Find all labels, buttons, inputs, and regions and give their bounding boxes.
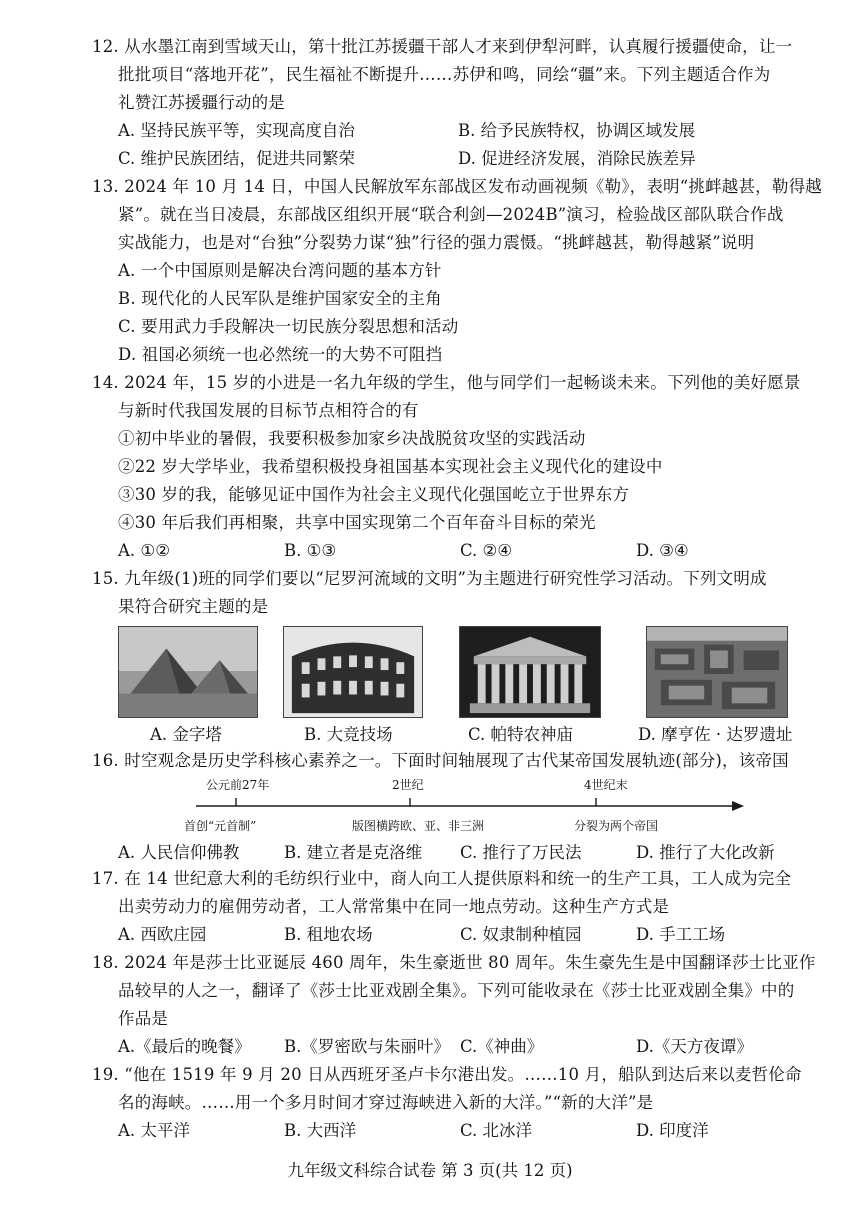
q16-option-c: C. 推行了万民法 <box>460 843 582 862</box>
q19-option-a: A. 太平洋 <box>118 1121 190 1140</box>
q12-stem-line-3: 礼赞江苏援疆行动的是 <box>118 93 285 112</box>
timeline-top-label-2: 2世纪 <box>392 778 424 792</box>
q17-stem-line-2: 出卖劳动力的雇佣劳动者，工人常常集中在同一地点劳动。这种生产方式是 <box>118 897 670 916</box>
q13-stem-line-3: 实战能力，也是对“台独”分裂势力谋“独”行径的强力震慑。“挑衅越甚，勒得越紧”说明 <box>118 233 755 252</box>
q12-stem-line-1: 12. 从水墨江南到雪域天山，第十批江苏援疆干部人才来到伊犁河畔，认真履行援疆使命，让一 <box>92 37 793 56</box>
q15-option-c: C. 帕特农神庙 <box>468 725 574 744</box>
page-footer: 九年级文科综合试卷 第 3 页(共 12 页) <box>287 1161 573 1180</box>
q17-option-c: C. 奴隶制种植园 <box>460 925 582 944</box>
timeline-top-label-3: 4世纪末 <box>584 778 628 792</box>
q13-option-a: A. 一个中国原则是解决台湾问题的基本方针 <box>118 261 442 280</box>
q14-item-4: ④30 年后我们再相聚，共享中国实现第二个百年奋斗目标的荣光 <box>118 513 596 532</box>
q15-stem-line-1: 15. 九年级(1)班的同学们要以“尼罗河流域的文明”为主题进行研究性学习活动。下列文明成 <box>92 569 767 588</box>
q15-option-b: B. 大竞技场 <box>304 725 393 744</box>
q18-option-b: B.《罗密欧与朱丽叶》 <box>284 1037 450 1056</box>
q18-option-c: C.《神曲》 <box>460 1037 544 1056</box>
q17-option-a: A. 西欧庄园 <box>118 925 207 944</box>
q15-option-d: D. 摩亨佐 · 达罗遗址 <box>638 725 793 744</box>
q12-option-d: D. 促进经济发展，消除民族差异 <box>458 149 696 168</box>
q18-option-d: D.《天方夜谭》 <box>636 1037 753 1056</box>
q18-option-a: A.《最后的晚餐》 <box>118 1037 251 1056</box>
timeline-bottom-label-2: 版图横跨欧、亚、非三洲 <box>352 819 485 833</box>
q16-option-a: A. 人民信仰佛教 <box>118 843 240 862</box>
q18-stem-line-1: 18. 2024 年是莎士比亚诞辰 460 周年，朱生豪逝世 80 周年。朱生豪先生是中国翻译莎士比亚作 <box>92 953 816 972</box>
q19-option-b: B. 大西洋 <box>284 1121 357 1140</box>
q16-option-b: B. 建立者是克洛维 <box>284 843 423 862</box>
mohenjo-daro-photo <box>646 626 788 718</box>
q19-option-c: C. 北冰洋 <box>460 1121 533 1140</box>
q18-stem-line-2: 品较早的人之一，翻译了《莎士比亚戏剧全集》。下列可能收录在《莎士比亚戏剧全集》中的 <box>118 981 795 1000</box>
timeline-top-label-1: 公元前27年 <box>206 778 270 792</box>
q14-item-2: ②22 岁大学毕业，我希望积极投身祖国基本实现社会主义现代化的建设中 <box>118 457 663 476</box>
q14-item-3: ③30 岁的我，能够见证中国作为社会主义现代化强国屹立于世界东方 <box>118 485 630 504</box>
q16-option-d: D. 推行了大化改新 <box>636 843 775 862</box>
q18-stem-line-3: 作品是 <box>118 1009 169 1028</box>
q13-option-b: B. 现代化的人民军队是维护国家安全的主角 <box>118 289 442 308</box>
q13-stem-line-2: 紧”。就在当日凌晨，东部战区组织开展“联合利剑—2024B”演习，检验战区部队联合作战 <box>118 205 784 224</box>
parthenon-photo <box>459 626 601 718</box>
q19-stem-line-2: 名的海峡。……用一个多月时间才穿过海峡进入新的大洋。”“新的大洋”是 <box>118 1093 654 1112</box>
q17-option-d: D. 手工工场 <box>636 925 726 944</box>
pyramids-photo <box>118 626 258 718</box>
q12-option-a: A. 坚持民族平等，实现高度自治 <box>118 121 355 140</box>
q13-stem-line-1: 13. 2024 年 10 月 14 日，中国人民解放军东部战区发布动画视频《勒》，表明“挑衅越甚，勒得越 <box>92 177 822 196</box>
q12-option-b: B. 给予民族特权，协调区域发展 <box>458 121 696 140</box>
timeline-bottom-label-3: 分裂为两个帝国 <box>574 819 659 833</box>
q17-stem-line-1: 17. 在 14 世纪意大利的毛纺织行业中，商人向工人提供原料和统一的生产工具，工人成为完全 <box>92 869 792 888</box>
colosseum-photo <box>283 626 423 718</box>
q14-option-b: B. ①③ <box>284 541 337 560</box>
q14-stem-line-1: 14. 2024 年，15 岁的小进是一名九年级的学生，他与同学们一起畅谈未来。下列他的美好愿景 <box>92 373 801 392</box>
q13-option-d: D. 祖国必须统一也必然统一的大势不可阻挡 <box>118 345 443 364</box>
q19-stem-line-1: 19. “他在 1519 年 9 月 20 日从西班牙圣卢卡尔港出发。……10 月，船队到达后来以麦哲伦命 <box>92 1065 802 1084</box>
q12-stem-line-2: 批批项目“落地开花”，民生福祉不断提升……苏伊和鸣，同绘“疆”来。下列主题适合作为 <box>118 65 771 84</box>
q14-option-d: D. ③④ <box>636 541 689 560</box>
q13-option-c: C. 要用武力手段解决一切民族分裂思想和活动 <box>118 317 459 336</box>
q14-option-c: C. ②④ <box>460 541 513 560</box>
q12-option-c: C. 维护民族团结，促进共同繁荣 <box>118 149 356 168</box>
q16-stem-line-1: 16. 时空观念是历史学科核心素养之一。下面时间轴展现了古代某帝国发展轨迹(部分)，该帝国 <box>92 751 789 770</box>
q14-item-1: ①初中毕业的暑假，我要积极参加家乡决战脱贫攻坚的实践活动 <box>118 429 586 448</box>
timeline-bottom-label-1: 首创“元首制” <box>184 819 257 833</box>
q15-stem-line-2: 果符合研究主题的是 <box>118 597 269 616</box>
q19-option-d: D. 印度洋 <box>636 1121 709 1140</box>
q14-option-a: A. ①② <box>118 541 170 560</box>
timeline-axis <box>196 795 746 817</box>
q15-option-a: A. 金字塔 <box>150 725 222 744</box>
q14-stem-line-2: 与新时代我国发展的目标节点相符合的有 <box>118 401 419 420</box>
q17-option-b: B. 租地农场 <box>284 925 373 944</box>
